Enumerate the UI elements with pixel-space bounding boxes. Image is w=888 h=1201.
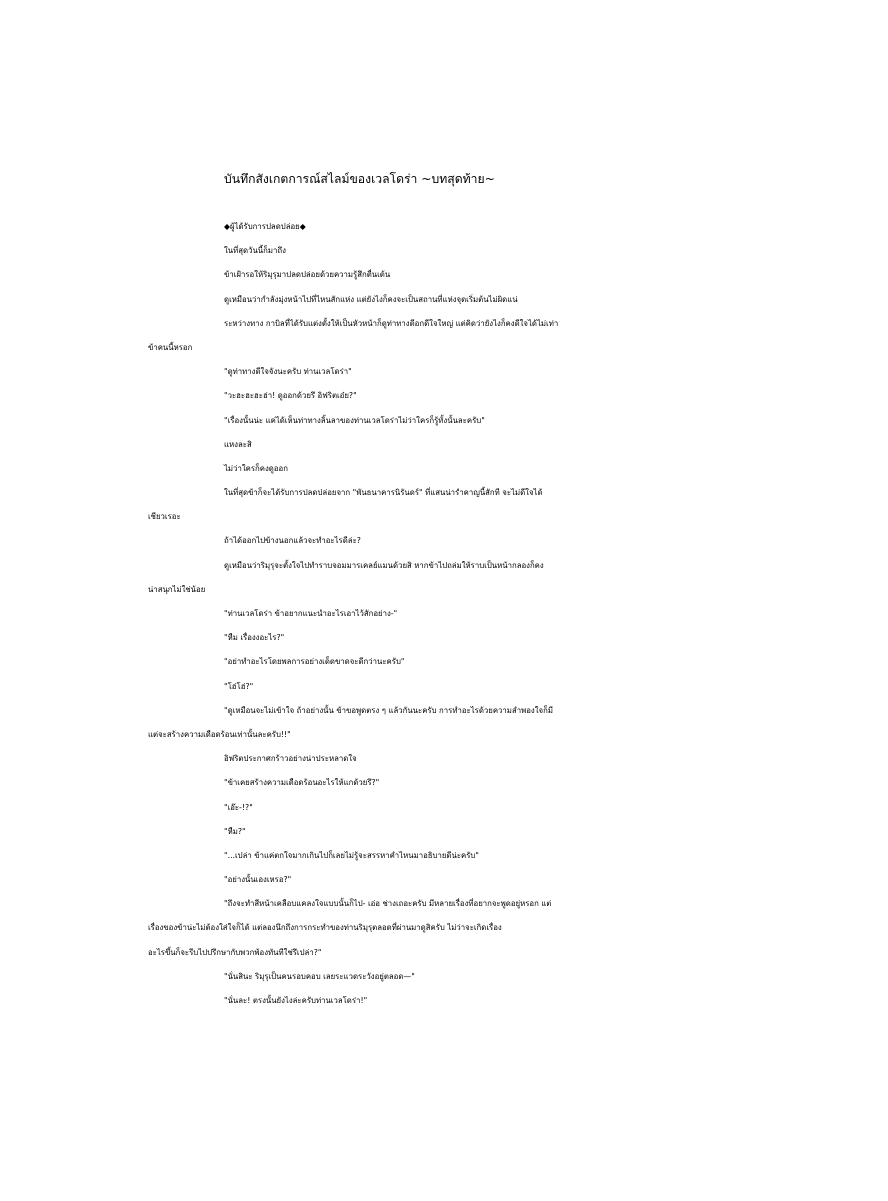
paragraph-line: ข้าเฝ้ารอให้ริมุรุมาปลดปล่อยด้วยความรู้สึกตื่นเต้น [224, 270, 391, 280]
dialogue-line: "นั่นละ! ตรงนั้นยังไงล่ะครับท่านเวลโดร่า!" [224, 996, 368, 1005]
dialogue-line: "วะฮะฮะฮะฮ่า! ดูออกด้วยรึ อิฟริตเอ๋ย?" [224, 391, 357, 401]
dialogue-line: "ข้าเคยสร้างความเดือดร้อนอะไรให้แกด้วยรึ?" [224, 778, 380, 788]
dialogue-line: "ถึงจะทำสีหน้าเคลือบแคลงใจแบบนั้นก็ไป- เอ่อ ช่างเถอะครับ มีหลายเรื่องที่อยากจะพูดอยู่หรอก แต่ [224, 899, 552, 909]
dialogue-line: "ท่านเวลโดร่า ข้าอยากแนะนำอะไรเอาไว้สักอย่าง-" [224, 609, 398, 618]
dialogue-line: "โฮ่โฮ่?" [224, 681, 254, 691]
paragraph-line: แหงละสิ [224, 439, 252, 449]
dialogue-continuation: แต่จะสร้างความเดือดร้อนเท่านั้นละครับ!!" [148, 729, 291, 739]
paragraph-line: ดูเหมือนว่ากำลังมุ่งหน้าไปที่ไหนสักแห่ง แต่ยังไงก็คงจะเป็นสถานที่แห่งจุดเริ่มต้นไม่ผิดแน่ [224, 294, 518, 304]
dialogue-line: "อย่างนั้นเองเหรอ?" [224, 875, 292, 885]
dialogue-line: "หืม เรื่องงอะไร?" [224, 633, 285, 643]
paragraph-continuation: ข้าคนนี้หรอก [148, 342, 193, 352]
document-title: บันทึกสังเกตการณ์สไลม์ของเวลโดร่า ~บทสุดท้าย~ [224, 172, 495, 186]
document-body [0, 215, 888, 1013]
paragraph-line: ในที่สุดวันนี้ก็มาถึง [224, 246, 286, 256]
dialogue-line: "นั่นสินะ ริมุรุเป็นคนรอบคอบ เลยระแวดระวังอยู่ตลอด—" [224, 971, 415, 981]
dialogue-line: "ดูท่าทางดีใจจังนะครับ ท่านเวลโดร่า" [224, 367, 352, 377]
paragraph-line: อิฟริตประกาศกร้าวอย่างน่าประหลาดใจ [224, 754, 357, 764]
paragraph-line: ดูเหมือนว่าริมุรุจะตั้งใจไปทำราบจอมมารเคลย์แมนด้วยสิ หากข้าไปถล่มให้ราบเป็นหน้ากลองก็คง [224, 560, 544, 570]
dialogue-continuation: อะไรขึ้นก็จะรีบไปปรึกษากับพวกพ้องทันทีใช่รึเปล่า?" [148, 947, 322, 957]
paragraph-line: ระหว่างทาง กาบิลที่ได้รับแต่งตั้งให้เป็นหัวหน้าก็ดูท่าทางดีอกดีใจใหญ่ แต่คิดว่ายังไงก็คงดีใจได้ไม่เท่า [224, 318, 559, 328]
dialogue-line: "หืม?" [224, 826, 246, 836]
dialogue-line: "เรื่องนั้นน่ะ แค่ได้เห็นท่าทางลิ้นลาของท่านเวลโดร่าไม่ว่าใครก็รู้ทั้งนั้นละครับ" [224, 415, 485, 425]
dialogue-line: "ดูเหมือนจะไม่เข้าใจ ถ้าอย่างนั้น ข้าขอพูดตรง ๆ แล้วกันนะครับ การทำอะไรด้วยความลำพองใจก็มี [224, 705, 553, 715]
paragraph-continuation: เชียวเรอะ [148, 512, 181, 522]
section-heading: ◆ผู้ได้รับการปลดปล่อย◆ [224, 222, 306, 231]
paragraph-line: ถ้าได้ออกไปข้างนอกแล้วจะทำอะไรดีล่ะ? [224, 536, 361, 546]
paragraph-line: ในที่สุดข้าก็จะได้รับการปลดปล่อยจาก "พันธนาคารนิรันดร์" ที่แสนน่ารำคาญนี้สักที จะไม่ดีใจได้ [224, 488, 543, 498]
dialogue-continuation: เรื่องของข้าน่ะไม่ต้องใส่ใจก็ได้ แต่ลองนึกถึงการกระทำของท่านริมุรุตลอดที่ผ่านมาดูสิครับ ไม่ว่าจะเกิดเรื่อง [148, 923, 502, 933]
paragraph-continuation: น่าสนุกไม่ใช่น้อย [148, 584, 206, 594]
dialogue-line: "อย่าทำอะไรโดยพลการอย่างเด็ดขาดจะดีกว่านะครับ" [224, 657, 405, 667]
paragraph-line: ไม่ว่าใครก็คงดูออก [224, 463, 288, 473]
dialogue-line: "...เปล่า ข้าแค่ตกใจมากเกินไปก็เลยไม่รู้จะสรรหาคำไหนมาอธิบายดีน่ะครับ" [224, 850, 479, 860]
dialogue-line: "เอ๊ะ-!?" [224, 802, 253, 812]
